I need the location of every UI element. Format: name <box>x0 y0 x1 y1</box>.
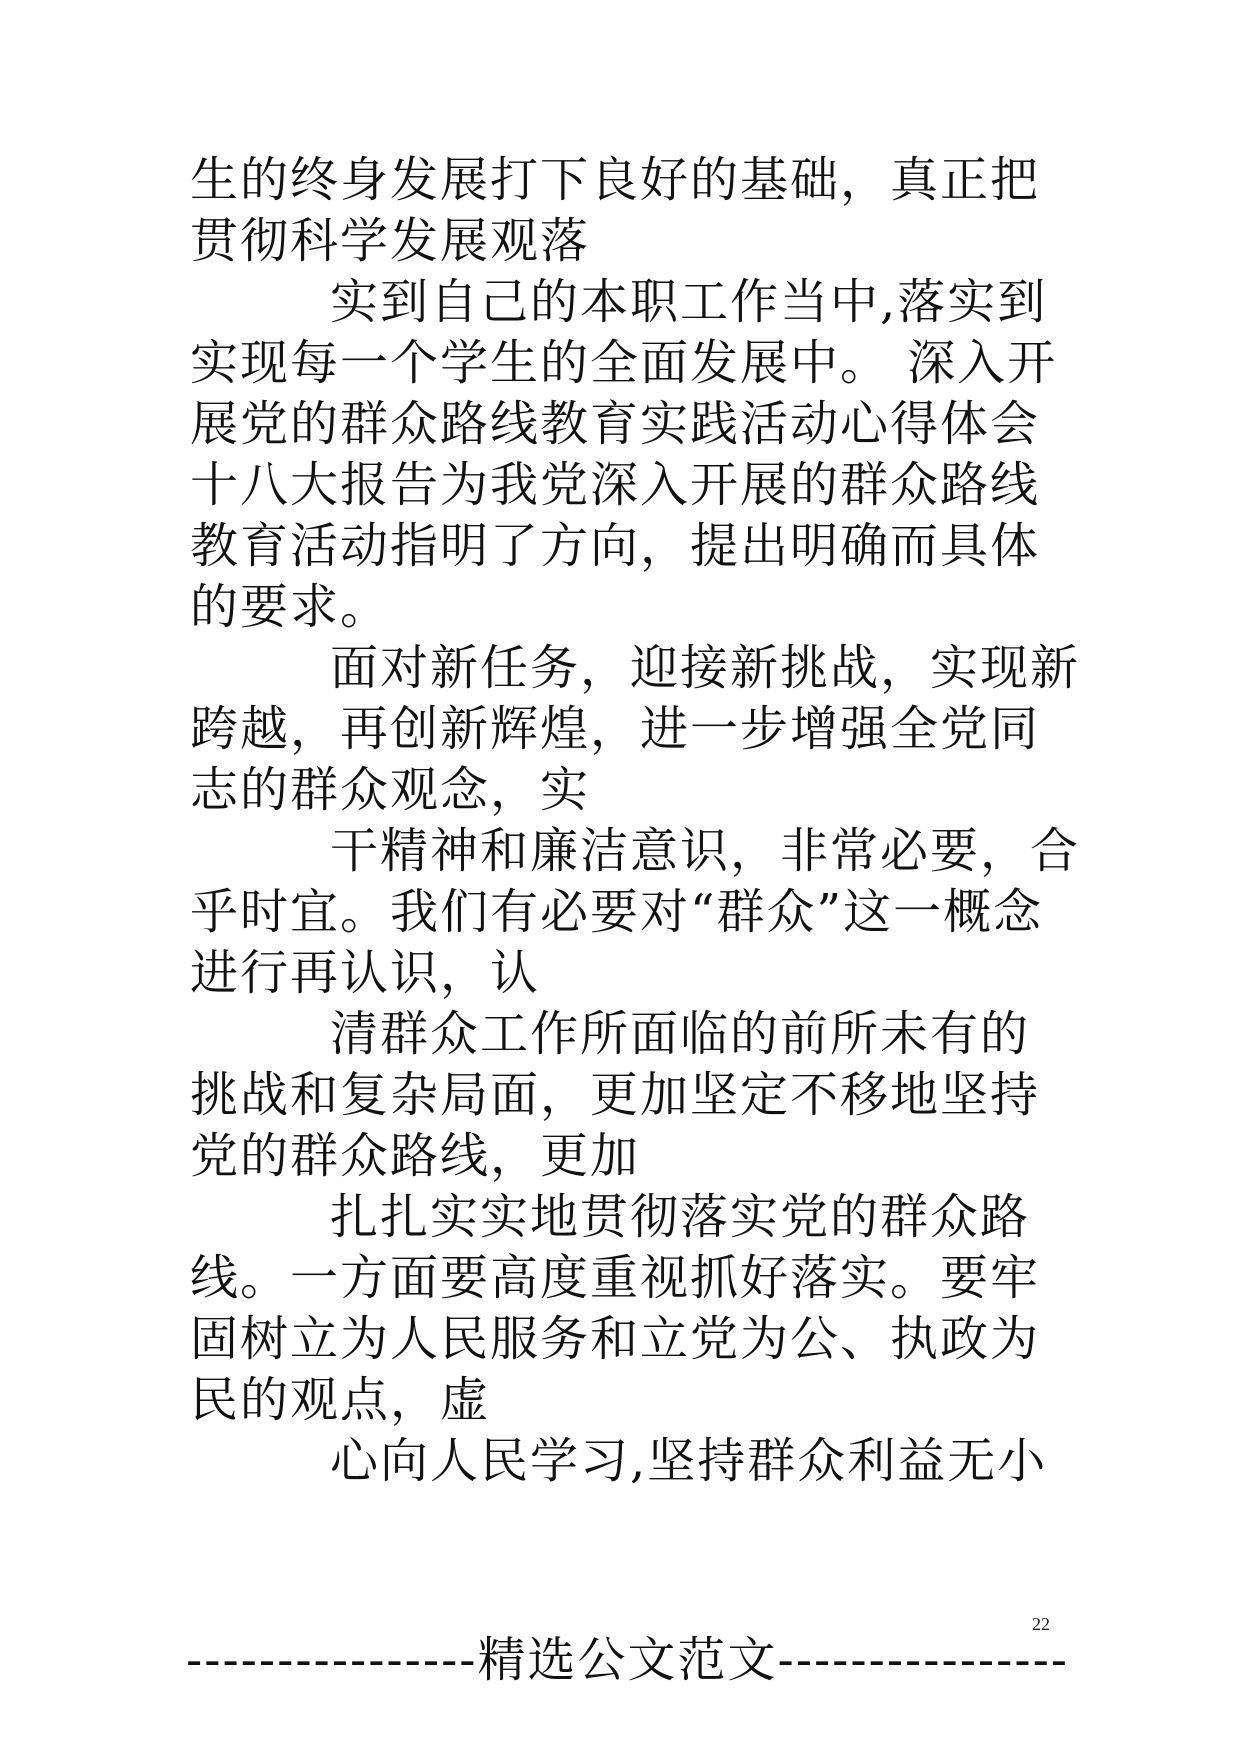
text-line: 实现每一个学生的全面发展中。 深入开 <box>190 335 1058 391</box>
text-line: 民的观点，虚 <box>190 1372 491 1428</box>
footer-text: ----------------精选公文范文---------------- <box>186 1632 1070 1688</box>
text-line: 实到自己的本职工作当中,落实到 <box>330 274 1048 330</box>
text-line: 展党的群众路线教育实践活动心得体会 <box>190 396 1041 452</box>
text-line: 扎扎实实地贯彻落实党的群众路 <box>330 1189 1031 1245</box>
text-line: 志的群众观念，实 <box>190 762 591 818</box>
text-line: 的要求。 <box>190 579 391 635</box>
text-line: 固树立为人民服务和立党为公、执政为 <box>190 1311 1041 1367</box>
text-line: 清群众工作所面临的前所未有的 <box>330 1006 1031 1062</box>
text-line: 贯彻科学发展观落 <box>190 213 591 269</box>
text-line: 十八大报告为我党深入开展的群众路线 <box>190 457 1041 513</box>
text-line: 干精神和廉洁意识，非常必要，合 <box>330 823 1081 879</box>
page-number: 22 <box>1032 1614 1050 1634</box>
text-line: 进行再认识，认 <box>190 945 541 1001</box>
text-line: 面对新任务，迎接新挑战，实现新 <box>330 640 1081 696</box>
text-line: 乎时宜。我们有必要对“群众”这一概念 <box>190 884 1044 940</box>
text-line: 教育活动指明了方向，提出明确而具体 <box>190 518 1041 574</box>
text-line: 跨越，再创新辉煌，进一步增强全党同 <box>190 701 1041 757</box>
text-line: 生的终身发展打下良好的基础，真正把 <box>190 152 1041 208</box>
body-text <box>190 150 1081 1492</box>
text-line: 心向人民学习,坚持群众利益无小 <box>330 1433 1048 1489</box>
text-line: 挑战和复杂局面，更加坚定不移地坚持 <box>190 1067 1041 1123</box>
text-line: 党的群众路线，更加 <box>190 1128 641 1184</box>
text-line: 线。一方面要高度重视抓好落实。要牢 <box>190 1250 1041 1306</box>
